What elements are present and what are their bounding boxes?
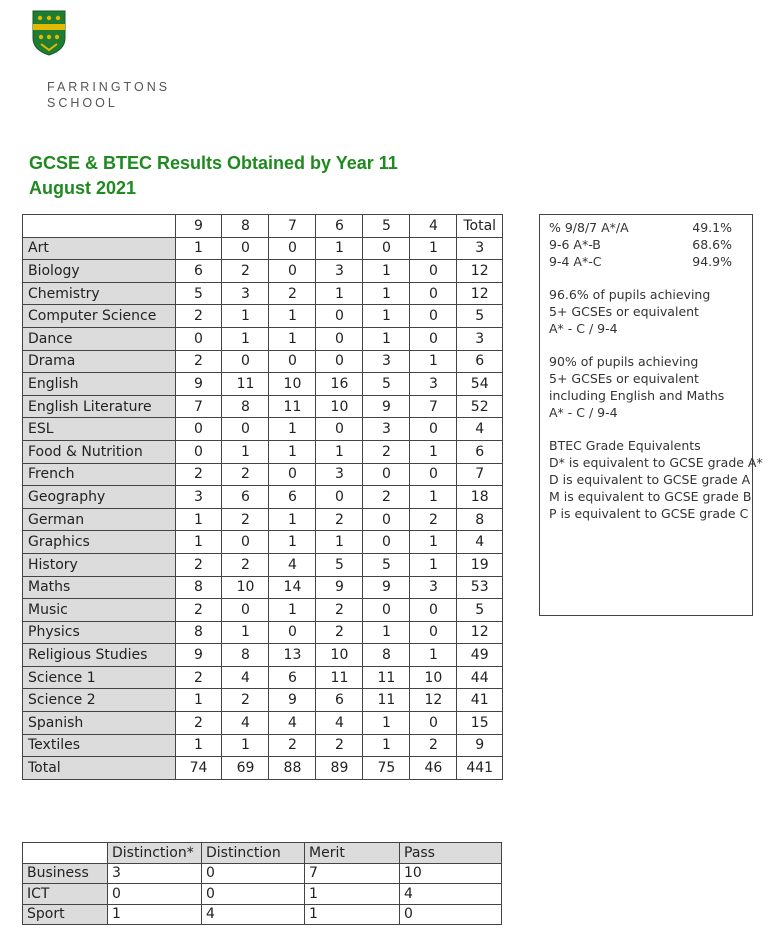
btec-column-header: Merit — [305, 843, 400, 864]
grade-count-cell: 9 — [363, 576, 410, 599]
grade-count-cell: 3 — [363, 418, 410, 441]
grade-count-cell: 0 — [269, 621, 316, 644]
grade-count-cell: 1 — [222, 621, 269, 644]
grade-count-cell: 4 — [457, 531, 503, 554]
grade-count-cell: 2 — [175, 599, 222, 622]
grade-count-cell: 16 — [316, 373, 363, 396]
grade-count-cell: 1 — [363, 305, 410, 328]
grade-count-cell: 1 — [410, 531, 457, 554]
percentage-row — [549, 219, 748, 236]
grade-count-cell: 3 — [222, 282, 269, 305]
grade-count-cell: 46 — [410, 757, 457, 780]
grade-count-cell: 0 — [222, 237, 269, 260]
results-summary-box — [539, 214, 763, 616]
grade-count-cell: 2 — [222, 463, 269, 486]
grade-count-cell: 2 — [363, 486, 410, 509]
grade-count-cell: 0 — [410, 282, 457, 305]
grade-count-cell: 1 — [269, 418, 316, 441]
grade-count-cell: 2 — [175, 666, 222, 689]
grade-count-cell: 0 — [316, 305, 363, 328]
table-row — [23, 463, 503, 486]
grade-count-cell: 0 — [410, 260, 457, 283]
table-row — [23, 863, 502, 884]
grade-count-cell: 19 — [457, 553, 503, 576]
subject-cell: Drama — [23, 350, 176, 373]
table-row — [23, 599, 503, 622]
grade-count-cell: 0 — [316, 327, 363, 350]
percentage-label: 9-4 A*-C — [549, 254, 602, 269]
grade-count-cell: 14 — [269, 576, 316, 599]
grade-count-cell: 1 — [410, 553, 457, 576]
grade-count-cell: 53 — [457, 576, 503, 599]
subject-cell: Biology — [23, 260, 176, 283]
grade-count-cell: 6 — [457, 350, 503, 373]
grade-count-cell: 12 — [457, 282, 503, 305]
btec-count-cell: 0 — [108, 884, 202, 905]
btec-header-row — [23, 843, 502, 864]
btec-count-cell: 0 — [202, 884, 305, 905]
percentage-label: 9-6 A*-B — [549, 237, 601, 252]
table-row — [23, 884, 502, 905]
grade-count-cell: 6 — [222, 486, 269, 509]
grade-count-cell: 1 — [222, 305, 269, 328]
grade-count-cell: 6 — [316, 689, 363, 712]
grade-count-cell: 2 — [316, 508, 363, 531]
grade-count-cell: 6 — [269, 666, 316, 689]
grade-count-cell: 8 — [175, 576, 222, 599]
column-header: 6 — [316, 215, 363, 238]
grade-count-cell: 11 — [222, 373, 269, 396]
table-row — [23, 373, 503, 396]
grade-count-cell: 0 — [222, 350, 269, 373]
grade-count-cell: 2 — [175, 350, 222, 373]
grade-count-cell: 41 — [457, 689, 503, 712]
grade-count-cell: 1 — [363, 282, 410, 305]
btec-count-cell: 4 — [202, 904, 305, 925]
summary-line: including English and Maths — [549, 388, 725, 403]
grade-count-cell: 2 — [175, 712, 222, 735]
btec-count-cell: 0 — [202, 863, 305, 884]
grade-count-cell: 0 — [410, 418, 457, 441]
grade-count-cell: 5 — [363, 373, 410, 396]
grade-count-cell: 8 — [222, 395, 269, 418]
table-row — [23, 553, 503, 576]
header-blank-cell — [23, 215, 176, 238]
header-blank-cell — [23, 843, 108, 864]
summary-line: 5+ GCSEs or equivalent — [549, 371, 699, 386]
grade-count-cell: 2 — [316, 734, 363, 757]
grade-count-cell: 3 — [457, 237, 503, 260]
grade-count-cell: 11 — [363, 689, 410, 712]
subject-cell: German — [23, 508, 176, 531]
page-title-line1: GCSE & BTEC Results Obtained by Year 11 — [29, 153, 398, 173]
summary-line: D* is equivalent to GCSE grade A* — [549, 455, 763, 470]
table-row — [23, 486, 503, 509]
grade-count-cell: 3 — [363, 350, 410, 373]
grade-count-cell: 5 — [457, 305, 503, 328]
column-header: 4 — [410, 215, 457, 238]
grade-count-cell: 0 — [269, 350, 316, 373]
grade-count-cell: 2 — [175, 305, 222, 328]
grade-count-cell: 1 — [316, 531, 363, 554]
grade-count-cell: 10 — [222, 576, 269, 599]
subject-cell: French — [23, 463, 176, 486]
table-row — [23, 305, 503, 328]
grade-count-cell: 0 — [410, 621, 457, 644]
grade-count-cell: 74 — [175, 757, 222, 780]
grade-count-cell: 1 — [269, 305, 316, 328]
grade-count-cell: 1 — [222, 327, 269, 350]
grade-count-cell: 1 — [316, 237, 363, 260]
grade-count-cell: 6 — [457, 440, 503, 463]
grade-count-cell: 0 — [410, 305, 457, 328]
grade-count-cell: 1 — [410, 350, 457, 373]
grade-count-cell: 10 — [269, 373, 316, 396]
subject-cell: Physics — [23, 621, 176, 644]
subject-cell: Science 2 — [23, 689, 176, 712]
grade-count-cell: 1 — [410, 644, 457, 667]
grade-count-cell: 11 — [269, 395, 316, 418]
grade-count-cell: 12 — [410, 689, 457, 712]
subject-cell: English — [23, 373, 176, 396]
subject-cell: History — [23, 553, 176, 576]
results-header-row — [23, 215, 503, 238]
grade-count-cell: 1 — [363, 327, 410, 350]
gcse-results-table — [22, 214, 503, 780]
btec-count-cell: 4 — [400, 884, 502, 905]
grade-count-cell: 5 — [457, 599, 503, 622]
column-header: 9 — [175, 215, 222, 238]
column-header: 5 — [363, 215, 410, 238]
grade-count-cell: 1 — [175, 237, 222, 260]
grade-count-cell: 1 — [269, 599, 316, 622]
grade-count-cell: 1 — [269, 440, 316, 463]
grade-count-cell: 1 — [316, 282, 363, 305]
btec-subject-cell: ICT — [23, 884, 108, 905]
grade-count-cell: 0 — [363, 531, 410, 554]
summary-line: 96.6% of pupils achieving — [549, 287, 711, 302]
grade-count-cell: 0 — [410, 463, 457, 486]
table-row — [23, 418, 503, 441]
grade-count-cell: 7 — [410, 395, 457, 418]
grade-count-cell: 10 — [316, 395, 363, 418]
grade-count-cell: 10 — [410, 666, 457, 689]
table-row — [23, 712, 503, 735]
grade-count-cell: 6 — [269, 486, 316, 509]
school-name — [47, 79, 170, 111]
grade-count-cell: 7 — [175, 395, 222, 418]
grade-count-cell: 1 — [175, 734, 222, 757]
grade-count-cell: 1 — [269, 327, 316, 350]
column-header: 8 — [222, 215, 269, 238]
grade-count-cell: 0 — [316, 350, 363, 373]
column-header: Total — [457, 215, 503, 238]
school-name-line2: SCHOOL — [47, 96, 118, 110]
summary-para2 — [549, 353, 748, 421]
btec-subject-cell: Sport — [23, 904, 108, 925]
grade-count-cell: 0 — [363, 463, 410, 486]
grade-count-cell: 11 — [316, 666, 363, 689]
grade-count-cell: 5 — [175, 282, 222, 305]
btec-count-cell: 1 — [108, 904, 202, 925]
percentage-row — [549, 253, 748, 270]
subject-cell: Religious Studies — [23, 644, 176, 667]
grade-count-cell: 11 — [363, 666, 410, 689]
subject-cell: Textiles — [23, 734, 176, 757]
subject-cell: Maths — [23, 576, 176, 599]
grade-count-cell: 4 — [269, 553, 316, 576]
grade-count-cell: 69 — [222, 757, 269, 780]
subject-cell: ESL — [23, 418, 176, 441]
grade-count-cell: 1 — [363, 621, 410, 644]
table-row — [23, 689, 503, 712]
grade-count-cell: 2 — [222, 508, 269, 531]
grade-count-cell: 9 — [175, 644, 222, 667]
grade-count-cell: 8 — [222, 644, 269, 667]
summary-line: 90% of pupils achieving — [549, 354, 699, 369]
grade-count-cell: 3 — [316, 260, 363, 283]
table-row — [23, 260, 503, 283]
grade-count-cell: 1 — [222, 734, 269, 757]
grade-count-cell: 2 — [269, 734, 316, 757]
grade-count-cell: 0 — [410, 712, 457, 735]
grade-count-cell: 0 — [410, 599, 457, 622]
grade-count-cell: 4 — [316, 712, 363, 735]
grade-count-cell: 0 — [316, 486, 363, 509]
grade-count-cell: 8 — [175, 621, 222, 644]
summary-line: M is equivalent to GCSE grade B — [549, 489, 752, 504]
grade-count-cell: 1 — [363, 712, 410, 735]
grade-count-cell: 1 — [363, 734, 410, 757]
btec-count-cell: 3 — [108, 863, 202, 884]
grade-count-cell: 3 — [410, 576, 457, 599]
subject-cell: Food & Nutrition — [23, 440, 176, 463]
school-name-line1: FARRINGTONS — [47, 80, 171, 94]
grade-count-cell: 0 — [269, 260, 316, 283]
grade-count-cell: 0 — [269, 463, 316, 486]
grade-count-cell: 2 — [316, 599, 363, 622]
table-row — [23, 395, 503, 418]
subject-cell: Chemistry — [23, 282, 176, 305]
grade-count-cell: 3 — [410, 373, 457, 396]
grade-count-cell: 0 — [175, 327, 222, 350]
subject-cell: Spanish — [23, 712, 176, 735]
grade-count-cell: 0 — [410, 327, 457, 350]
table-row — [23, 644, 503, 667]
grade-count-cell: 1 — [363, 260, 410, 283]
grade-count-cell: 4 — [457, 418, 503, 441]
grade-count-cell: 1 — [175, 508, 222, 531]
grade-count-cell: 1 — [222, 440, 269, 463]
summary-para3 — [549, 437, 763, 522]
btec-subject-cell: Business — [23, 863, 108, 884]
grade-count-cell: 9 — [175, 373, 222, 396]
table-row — [23, 440, 503, 463]
table-row — [23, 734, 503, 757]
school-crest-icon — [32, 10, 66, 56]
grade-count-cell: 4 — [269, 712, 316, 735]
table-row — [23, 237, 503, 260]
grade-count-cell: 3 — [316, 463, 363, 486]
subject-cell: Geography — [23, 486, 176, 509]
grade-count-cell: 9 — [269, 689, 316, 712]
grade-count-cell: 2 — [175, 553, 222, 576]
summary-line: A* - C / 9-4 — [549, 405, 618, 420]
grade-count-cell: 0 — [363, 508, 410, 531]
btec-count-cell: 0 — [400, 904, 502, 925]
grade-count-cell: 12 — [457, 260, 503, 283]
btec-count-cell: 1 — [305, 904, 400, 925]
grade-count-cell: 6 — [175, 260, 222, 283]
table-row — [23, 282, 503, 305]
grade-count-cell: 1 — [175, 531, 222, 554]
grade-count-cell: 0 — [269, 237, 316, 260]
table-row — [23, 904, 502, 925]
summary-para1 — [549, 286, 748, 337]
grade-count-cell: 75 — [363, 757, 410, 780]
grade-count-cell: 441 — [457, 757, 503, 780]
grade-count-cell: 88 — [269, 757, 316, 780]
table-row — [23, 327, 503, 350]
grade-count-cell: 2 — [222, 553, 269, 576]
grade-count-cell: 9 — [363, 395, 410, 418]
table-row — [23, 666, 503, 689]
subject-cell: Science 1 — [23, 666, 176, 689]
grade-count-cell: 0 — [175, 440, 222, 463]
btec-count-cell: 10 — [400, 863, 502, 884]
subject-cell: English Literature — [23, 395, 176, 418]
btec-column-header: Distinction — [202, 843, 305, 864]
subject-cell: Music — [23, 599, 176, 622]
grade-count-cell: 4 — [222, 666, 269, 689]
percentage-value: 68.6% — [692, 237, 732, 252]
grade-count-cell: 13 — [269, 644, 316, 667]
summary-line: 5+ GCSEs or equivalent — [549, 304, 699, 319]
subject-cell: Graphics — [23, 531, 176, 554]
subject-cell: Computer Science — [23, 305, 176, 328]
grade-count-cell: 2 — [222, 689, 269, 712]
grade-count-cell: 1 — [410, 237, 457, 260]
table-row — [23, 531, 503, 554]
summary-line: A* - C / 9-4 — [549, 321, 618, 336]
percentage-value: 94.9% — [692, 254, 732, 269]
table-row — [23, 350, 503, 373]
grade-count-cell: 0 — [363, 599, 410, 622]
grade-count-cell: 10 — [316, 644, 363, 667]
summary-line: P is equivalent to GCSE grade C — [549, 506, 749, 521]
percentage-label: % 9/8/7 A*/A — [549, 220, 629, 235]
grade-count-cell: 8 — [457, 508, 503, 531]
grade-count-cell: 2 — [222, 260, 269, 283]
grade-count-cell: 18 — [457, 486, 503, 509]
table-row — [23, 621, 503, 644]
grade-count-cell: 89 — [316, 757, 363, 780]
grade-count-cell: 0 — [363, 237, 410, 260]
grade-count-cell: 5 — [363, 553, 410, 576]
percentage-row — [549, 236, 748, 253]
grade-count-cell: 1 — [316, 440, 363, 463]
grade-count-cell: 3 — [457, 327, 503, 350]
grade-count-cell: 2 — [175, 463, 222, 486]
table-row — [23, 757, 503, 780]
grade-count-cell: 0 — [222, 418, 269, 441]
summary-line: BTEC Grade Equivalents — [549, 438, 701, 453]
grade-count-cell: 52 — [457, 395, 503, 418]
btec-count-cell: 1 — [305, 884, 400, 905]
btec-count-cell: 7 — [305, 863, 400, 884]
grade-count-cell: 9 — [316, 576, 363, 599]
grade-count-cell: 5 — [316, 553, 363, 576]
grade-count-cell: 2 — [269, 282, 316, 305]
btec-results-table — [22, 842, 502, 925]
grade-count-cell: 1 — [410, 440, 457, 463]
subject-cell: Art — [23, 237, 176, 260]
grade-count-cell: 7 — [457, 463, 503, 486]
grade-count-cell: 2 — [316, 621, 363, 644]
grade-count-cell: 1 — [175, 689, 222, 712]
summary-line: D is equivalent to GCSE grade A — [549, 472, 751, 487]
subject-cell: Total — [23, 757, 176, 780]
grade-count-cell: 15 — [457, 712, 503, 735]
subject-cell: Dance — [23, 327, 176, 350]
grade-count-cell: 12 — [457, 621, 503, 644]
grade-count-cell: 54 — [457, 373, 503, 396]
grade-count-cell: 2 — [363, 440, 410, 463]
table-row — [23, 576, 503, 599]
column-header: 7 — [269, 215, 316, 238]
grade-count-cell: 49 — [457, 644, 503, 667]
grade-count-cell: 1 — [410, 486, 457, 509]
percentage-value: 49.1% — [692, 220, 732, 235]
grade-count-cell: 2 — [410, 508, 457, 531]
table-row — [23, 508, 503, 531]
grade-count-cell: 44 — [457, 666, 503, 689]
grade-count-cell: 4 — [222, 712, 269, 735]
grade-count-cell: 3 — [175, 486, 222, 509]
btec-column-header: Distinction* — [108, 843, 202, 864]
grade-count-cell: 8 — [363, 644, 410, 667]
grade-count-cell: 1 — [269, 508, 316, 531]
grade-count-cell: 2 — [410, 734, 457, 757]
grade-count-cell: 1 — [269, 531, 316, 554]
page-title — [29, 151, 398, 201]
page-title-line2: August 2021 — [29, 178, 137, 198]
grade-count-cell: 9 — [457, 734, 503, 757]
grade-count-cell: 0 — [316, 418, 363, 441]
grade-count-cell: 0 — [222, 531, 269, 554]
btec-column-header: Pass — [400, 843, 502, 864]
grade-count-cell: 0 — [175, 418, 222, 441]
grade-count-cell: 0 — [222, 599, 269, 622]
